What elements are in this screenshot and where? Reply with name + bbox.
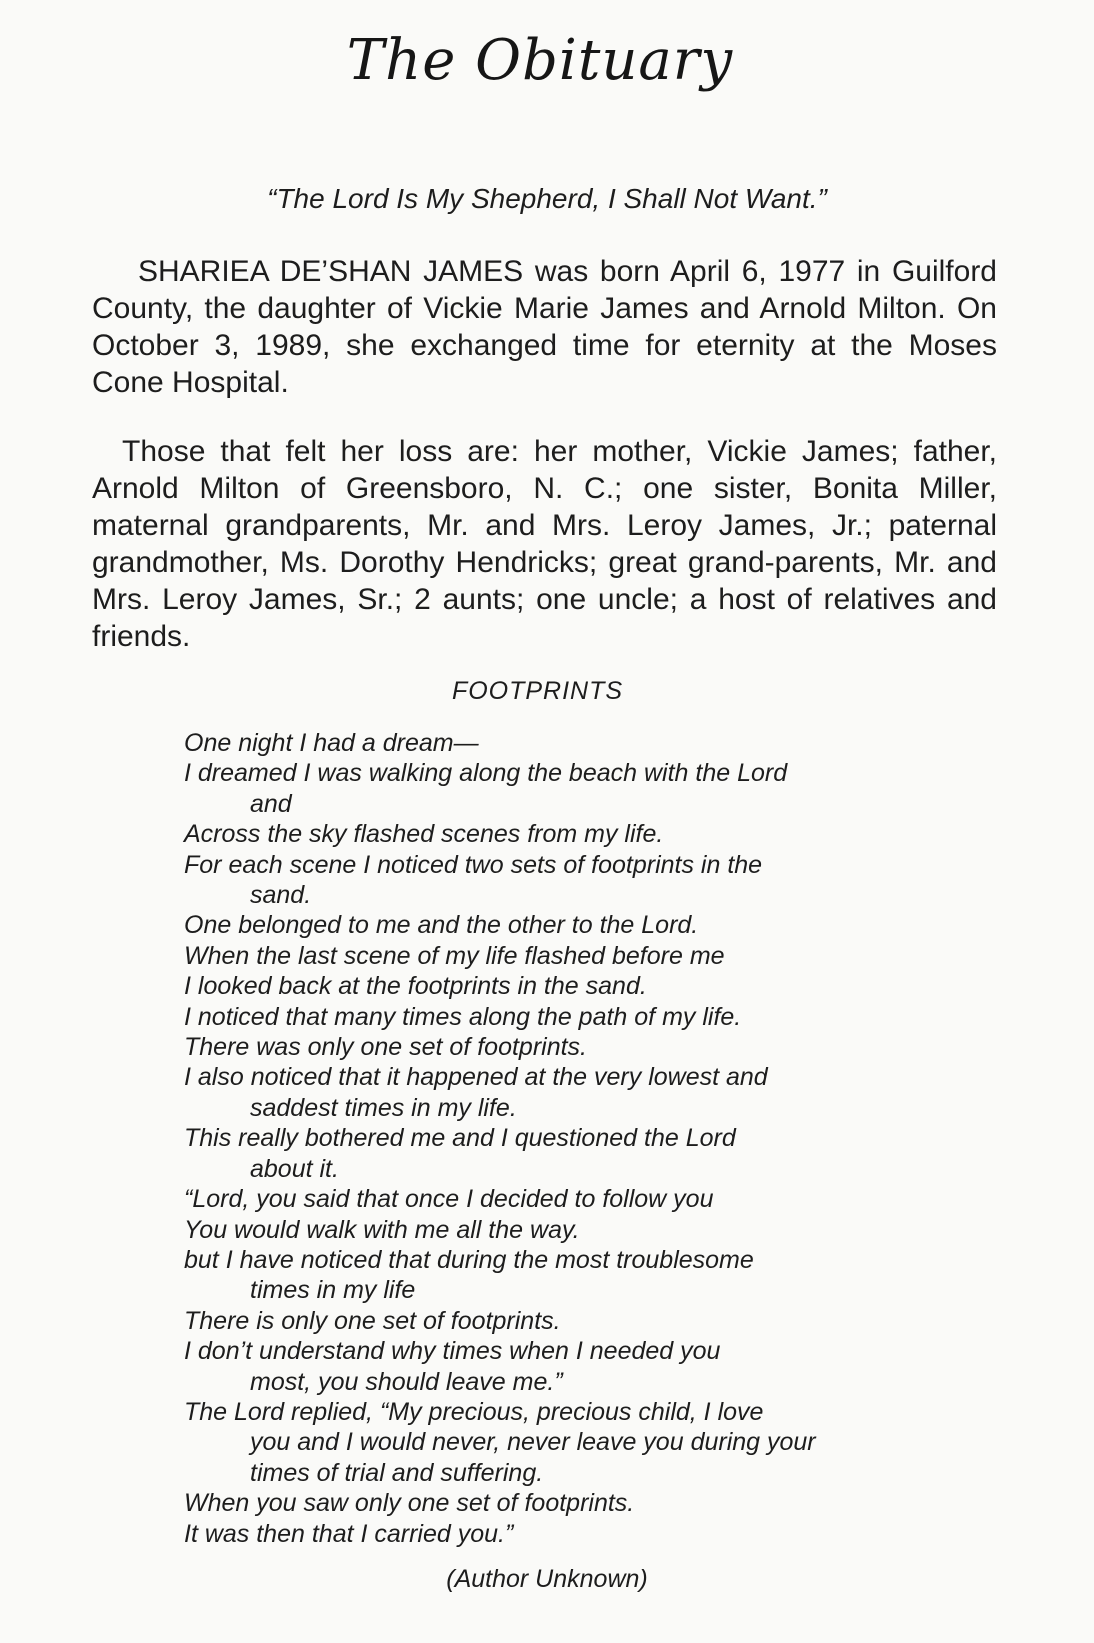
poem-line: times of trial and suffering. xyxy=(250,1458,544,1487)
poem-line: For each scene I noticed two sets of footprints in the xyxy=(184,850,763,879)
poem-author: (Author Unknown) xyxy=(446,1565,648,1593)
poem-line: One belonged to me and the other to the Lord. xyxy=(184,911,699,940)
survivors-paragraph: Those that felt her loss are: her mother, Vickie James; father, Arnold Milton of Greensboro, N. C.; one sister, Bonita Miller, maternal grandparents, Mr. and Mrs. Leroy James, Jr.; paternal grandmother, Ms. Dorothy Hendricks; great grand-parents, Mr. and Mrs. Leroy James, Sr.; 2 aunts; one uncle; a host of relatives and friends. xyxy=(92,435,997,653)
poem-line: One night I had a dream— xyxy=(184,729,479,757)
poem-line: The Lord replied, “My precious, precious child, I love xyxy=(184,1397,764,1426)
poem-line: This really bothered me and I questioned the Lord xyxy=(184,1124,736,1153)
poem-line: you and I would never, never leave you during your xyxy=(250,1428,816,1457)
poem-line: “Lord, you said that once I decided to follow you xyxy=(184,1185,714,1214)
poem-line: saddest times in my life. xyxy=(250,1093,517,1122)
poem-line: most, you should leave me.” xyxy=(250,1367,563,1396)
scripture-verse: “The Lord Is My Shepherd, I Shall Not Want.” xyxy=(267,183,827,214)
poem-line: I also noticed that it happened at the very lowest and xyxy=(184,1063,768,1092)
poem-line: It was then that I carried you.” xyxy=(184,1519,514,1548)
poem-line: There was only one set of footprints. xyxy=(184,1033,587,1062)
poem-line: You would walk with me all the way. xyxy=(184,1215,580,1244)
poem xyxy=(184,728,964,1549)
poem-line: sand. xyxy=(250,881,312,910)
poem-line: I looked back at the footprints in the sand. xyxy=(184,972,647,1001)
poem-line: I dreamed I was walking along the beach with the Lord xyxy=(184,759,788,788)
poem-title: FOOTPRINTS xyxy=(451,677,624,705)
poem-line: but I have noticed that during the most troublesome xyxy=(184,1245,754,1274)
poem-line: times in my life xyxy=(250,1276,416,1305)
poem-line: Across the sky flashed scenes from my life. xyxy=(184,820,664,849)
poem-line: There is only one set of footprints. xyxy=(184,1306,561,1335)
poem-line: and xyxy=(250,789,292,818)
poem-line: I noticed that many times along the path of my life. xyxy=(184,1002,742,1031)
poem-line: I don’t understand why times when I needed you xyxy=(184,1337,721,1366)
poem-line: about it. xyxy=(250,1154,339,1183)
birth-paragraph: SHARIEA DE’SHAN JAMES was born April 6, 1977 in Guilford County, the daughter of Vickie Marie James and Arnold Milton. On October 3, 1989, she exchanged time for eternity at the Moses Cone Hospital. xyxy=(92,255,997,399)
page-title: The Obituary xyxy=(346,28,734,93)
poem-line: When the last scene of my life flashed before me xyxy=(184,941,725,970)
poem-line: When you saw only one set of footprints. xyxy=(184,1489,635,1518)
